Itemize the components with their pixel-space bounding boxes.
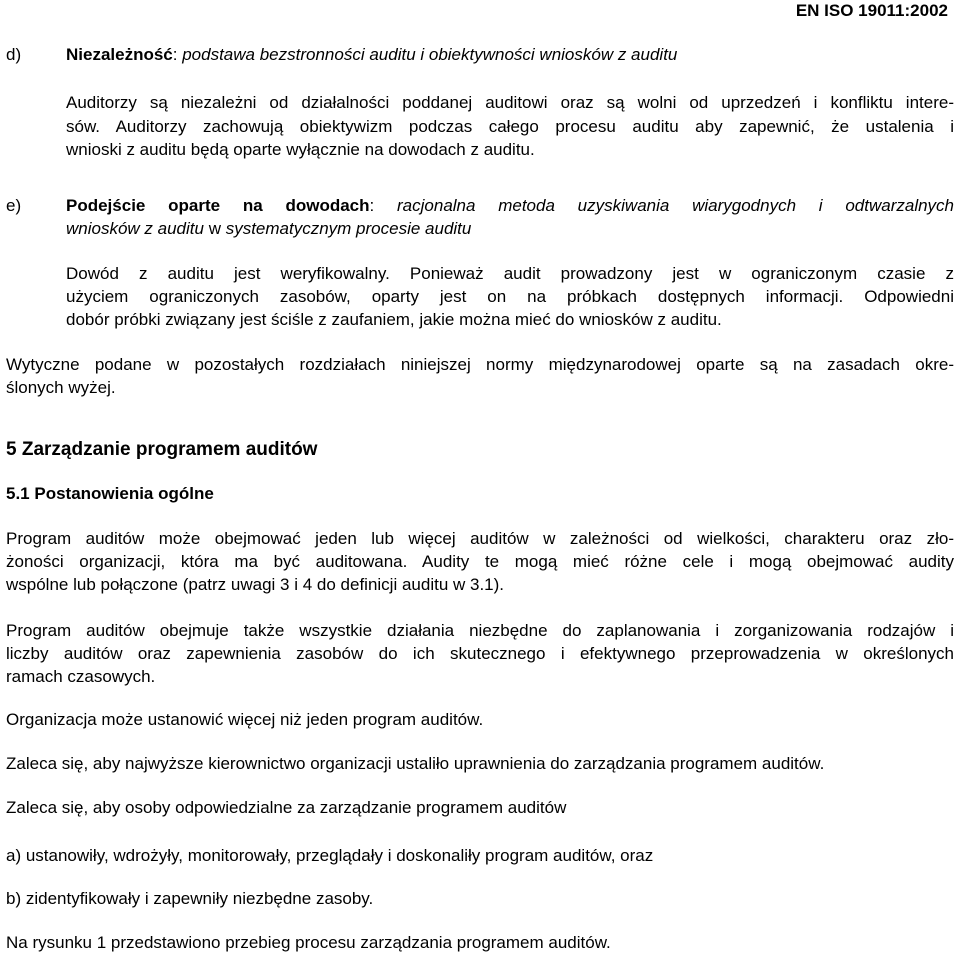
list-item-b: b) zidentyfikowały i zapewniły niezbędne zasoby.: [6, 889, 374, 908]
item-d-heading: [66, 44, 677, 66]
item-d-colon: :: [172, 45, 183, 64]
item-d-body-line: sów. Auditorzy zachowują obiektywizm podczas całego procesu auditu aby zapewnić, że ustalenia i: [66, 117, 954, 136]
item-e-definition-part: systematycznym procesie auditu: [225, 219, 472, 238]
item-e-body-line: Dowód z auditu jest weryfikowalny. Ponieważ audit prowadzony jest w ograniczonym czasie z: [66, 264, 954, 283]
section-5-1-heading: 5.1 Postanowienia ogólne: [6, 484, 214, 503]
paragraph-line: Program auditów może obejmować jeden lub więcej auditów w zależności od wielkości, charakteru oraz zło-: [6, 529, 954, 548]
section-5-heading: 5 Zarządzanie programem auditów: [6, 439, 318, 460]
item-e-term: Podejście oparte na dowodach: [66, 196, 370, 215]
paragraph-line: ramach czasowych.: [6, 667, 156, 686]
item-d-definition: podstawa bezstronności auditu i obiektywności wniosków z auditu: [182, 45, 678, 64]
item-e-definition: racjonalna metoda uzyskiwania wiarygodnych i odtwarzalnych: [397, 196, 955, 215]
paragraph-line: Program auditów obejmuje także wszystkie działania niezbędne do zaplanowania i zorganizowania rodzajów i: [6, 621, 954, 640]
paragraph-line: liczby auditów oraz zapewnienia zasobów do ich skutecznego i efektywnego przeprowadzenia w określonych: [6, 644, 954, 663]
item-d-body-line: Auditorzy są niezależni od działalności poddanej auditowi oraz są wolni od uprzedzeń i konfliktu intere-: [66, 93, 954, 112]
item-d-body-line: wnioski z auditu będą oparte wyłącznie na dowodach z auditu.: [66, 140, 535, 159]
item-e-definition-line2: [66, 218, 471, 240]
paragraph-line: Zaleca się, aby osoby odpowiedzialne za zarządzanie programem auditów: [6, 798, 567, 817]
item-e-definition-part: w: [203, 219, 226, 238]
item-e-marker: e): [6, 196, 22, 215]
standard-number: EN ISO 19011:2002: [795, 1, 948, 20]
item-e-body-line: użyciem ograniczonych zasobów, oparty jest on na próbkach dostępnych informacji. Odpowiedni: [66, 287, 954, 306]
item-e-definition-part: wniosków z auditu: [66, 219, 204, 238]
paragraph-line: wspólne lub połączone (patrz uwagi 3 i 4 do definicji auditu w 3.1).: [6, 575, 505, 594]
item-e-body-line: dobór próbki związany jest ściśle z zaufaniem, jakie można mieć do wniosków z auditu.: [66, 310, 722, 329]
item-d-marker: d): [6, 45, 22, 64]
paragraph-line: Organizacja może ustanowić więcej niż jeden program auditów.: [6, 710, 484, 729]
item-e-heading: [66, 195, 954, 217]
list-item-a: a) ustanowiły, wdrożyły, monitorowały, przeglądały i doskonaliły program auditów, oraz: [6, 846, 654, 865]
guidelines-line: Wytyczne podane w pozostałych rozdziałach niniejszej normy międzynarodowej oparte są na zasadach okre-: [6, 355, 954, 374]
item-e-colon: :: [369, 196, 398, 215]
paragraph-line: żoności organizacji, która ma być auditowana. Audity te mogą mieć różne cele i mogą obejmować audity: [6, 552, 954, 571]
paragraph-line: Zaleca się, aby najwyższe kierownictwo organizacji ustaliło uprawnienia do zarządzania programem auditów.: [6, 754, 825, 773]
guidelines-line: ślonych wyżej.: [6, 378, 116, 397]
item-d-term: Niezależność: [66, 45, 173, 64]
paragraph-line: Na rysunku 1 przedstawiono przebieg procesu zarządzania programem auditów.: [6, 933, 611, 952]
